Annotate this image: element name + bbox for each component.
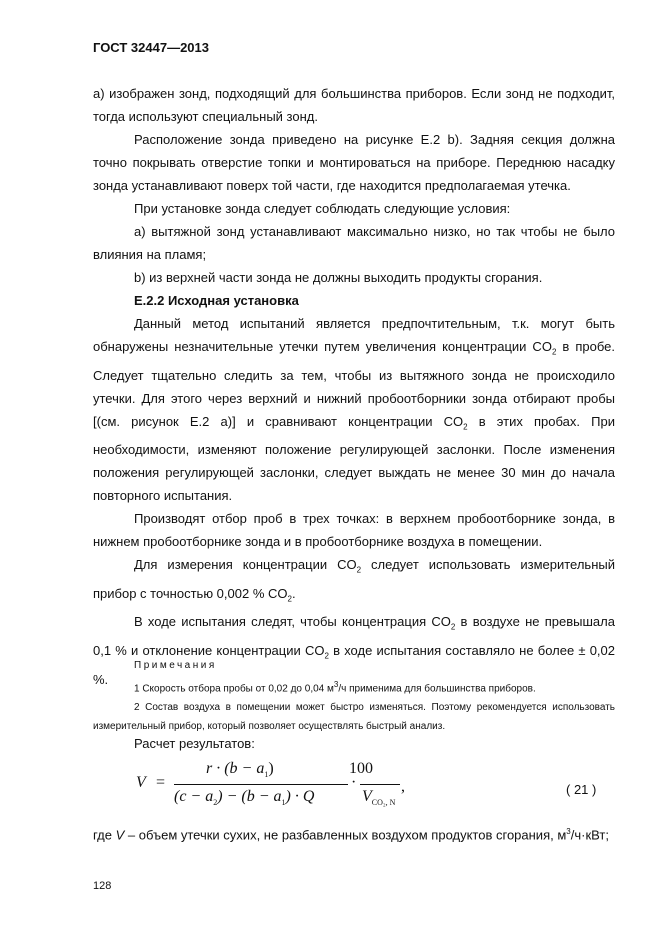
fraction-1-denominator: $(c - a_2) - (b - a_1) \cdot Q$: [174, 788, 315, 808]
page-number: 128: [93, 880, 112, 892]
section-heading: Е.2.2 Исходная установка: [134, 293, 299, 308]
formula-comma: ,: [401, 778, 405, 795]
formula-lhs: V: [136, 774, 146, 791]
notes-title: Примечания: [134, 660, 217, 671]
paragraph: Производят отбор проб в трех точках: в верхнем пробоотборнике зонда, в нижнем пробоотборнике зонда и в пробоотборнике воздуха в помещении.: [93, 511, 615, 550]
formula-multiply-dot: ·: [351, 774, 357, 791]
paragraph: В ходе испытания следят, чтобы концентрация $CO_2$ в воздухе не превышала 0,1 % и отклонение концентрации $CO_2$ в ходе испытания составляло не более ± 0,02 %.: [93, 614, 615, 687]
note-item: 2 Состав воздуха в помещении может быстро изменяться. Поэтому рекомендуется использовать измерительный прибор, который позволяет осуществлять быстрый анализ.: [93, 702, 615, 733]
paragraph: а) изображен зонд, подходящий для большинства приборов. Если зонд не подходит, тогда используют специальный зонд.: [93, 86, 615, 124]
variable-definition: где V – объем утечки сухих, не разбавленных воздухом продуктов сгорания, $м^3/ч\cdot кВт$;: [93, 827, 609, 843]
equation-number: ( 21 ): [566, 782, 597, 797]
paragraph: Данный метод испытаний является предпочтительным, т.к. могут быть обнаружены незначительные утечки путем увеличения концентрации $CO_2$ в пробе. Следует тщательно следить за тем, чтобы из вытяжного зонда не происходило утечки. Для этого через верхний и нижний пробоотборники зонда отбирают пробы [(см. рисунок Е.2 а)] и сравнивают концентрации $CO_2$ в этих пробах. При необходимости, изменяют положение регулирующей заслонки. После изменения положения регулирующей заслонки, следует выждать не менее 30 мин до начала повторного испытания.: [93, 316, 615, 504]
note-item: 1 Скорость отбора пробы от 0,02 до 0,04 $м^3/ч$ применима для большинства приборов.: [134, 680, 536, 695]
paragraph: Расположение зонда приведено на рисунке Е.2 b). Задняя секция должна точно покрывать отверстие топки и монтироваться на приборе. Переднюю насадку зонда устанавливают поверх той части, где находится предполагаемая утечка.: [93, 132, 615, 193]
formula: [136, 760, 616, 820]
notes: [93, 656, 615, 736]
fraction-2-numerator: 100: [349, 760, 373, 777]
paragraph: Для измерения концентрации $CO_2$ следует использовать измерительный прибор с точностью 0,002 % $CO_2$.: [93, 557, 615, 604]
fraction-2-bar: [360, 784, 400, 785]
paragraph: При установке зонда следует соблюдать следующие условия:: [134, 201, 511, 216]
fraction-1-numerator: $r \cdot (b - a_1)$: [206, 760, 274, 780]
paragraph: а) вытяжной зонд устанавливают максимально низко, но так чтобы не было влияния на пламя;: [93, 224, 615, 262]
fraction-2-denominator: $V_{CO_2, N}$: [362, 788, 396, 808]
document-code: ГОСТ 32447—2013: [93, 40, 209, 55]
formula-equals: =: [156, 774, 166, 791]
calculation-label: Расчет результатов:: [134, 736, 255, 751]
main-text: [93, 82, 615, 691]
paragraph: b) из верхней части зонда не должны выходить продукты сгорания.: [134, 270, 543, 285]
fraction-1-bar: [174, 784, 348, 785]
